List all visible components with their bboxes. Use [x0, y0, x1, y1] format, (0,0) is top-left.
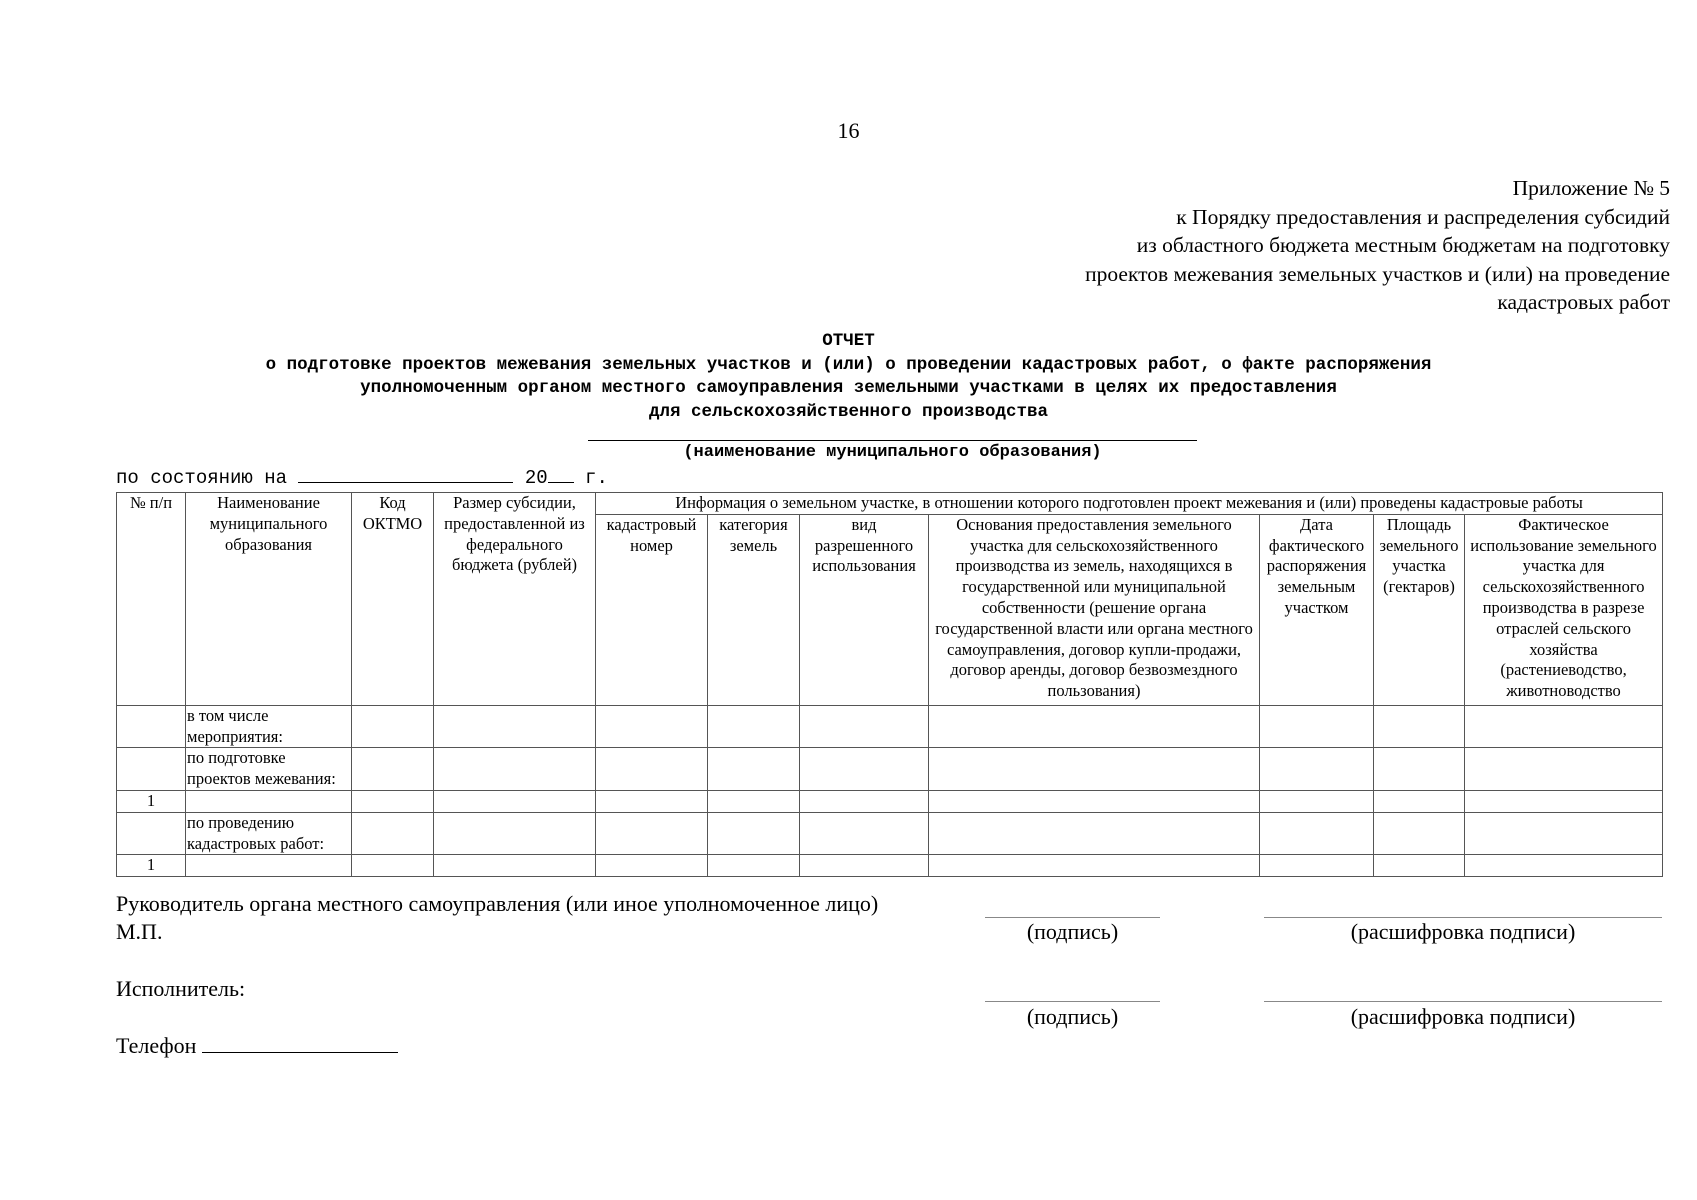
head-signature-line[interactable]	[985, 917, 1160, 918]
table-cell[interactable]	[434, 812, 596, 855]
table-row	[117, 790, 1663, 812]
appendix-line: из областного бюджета местным бюджетам на подготовку	[1136, 233, 1670, 257]
table-cell[interactable]	[1465, 855, 1663, 877]
report-table	[116, 492, 1663, 877]
table-cell[interactable]	[1465, 812, 1663, 855]
header-land-info-group: Информация о земельном участке, в отношении которого подготовлен проект межевания и (или) проведены кадастровые работы	[596, 493, 1663, 515]
table-cell[interactable]	[596, 790, 708, 812]
table-cell[interactable]	[708, 855, 800, 877]
table-cell[interactable]	[596, 705, 708, 748]
municipality-fill-line[interactable]	[588, 440, 1197, 441]
table-cell[interactable]	[596, 812, 708, 855]
header-actual-use: Фактическое использование земельного участка для сельскохозяйственного производства в разрезе отраслей сельского хозяйства (растениеводство, животноводство	[1465, 514, 1663, 705]
table-cell[interactable]	[708, 748, 800, 791]
table-cell[interactable]	[352, 855, 434, 877]
table-cell[interactable]	[1260, 812, 1374, 855]
header-subsidy: Размер субсидии, предоставленной из федерального бюджета (рублей)	[434, 493, 596, 706]
header-oktmo: Код ОКТМО	[352, 493, 434, 706]
table-cell[interactable]	[929, 855, 1260, 877]
table-cell[interactable]	[1465, 790, 1663, 812]
table-cell[interactable]	[1374, 748, 1465, 791]
table-cell[interactable]	[929, 748, 1260, 791]
table-cell[interactable]	[596, 855, 708, 877]
executor-decoding-line[interactable]	[1264, 1001, 1662, 1002]
table-cell[interactable]	[1374, 855, 1465, 877]
executor-decoding-caption: (расшифровка подписи)	[1350, 1004, 1576, 1029]
table-cell[interactable]	[1374, 705, 1465, 748]
header-grounds: Основания предоставления земельного участка для сельскохозяйственного производства из земель, находящихся в государственной или муниципальной собственности (решение органа государственной власти или органа местного самоуправления, договор купли-продажи, договор аренды, договор безвозмездного пользования)	[929, 514, 1260, 705]
table-cell[interactable]	[929, 705, 1260, 748]
head-signature-caption: (подпись)	[1026, 919, 1119, 944]
row-label: в том числе мероприятия:	[186, 705, 352, 748]
table-cell[interactable]	[1260, 748, 1374, 791]
table-cell[interactable]	[1465, 748, 1663, 791]
row-num: 1	[117, 855, 186, 877]
table-cell[interactable]	[800, 705, 929, 748]
table-row	[117, 705, 1663, 748]
table-cell[interactable]	[352, 748, 434, 791]
header-num: № п/п	[117, 493, 186, 706]
report-heading: ОТЧЕТ	[822, 331, 875, 351]
appendix-block	[1085, 174, 1670, 317]
head-decoding-line[interactable]	[1264, 917, 1662, 918]
table-cell[interactable]	[800, 790, 929, 812]
row-label[interactable]	[186, 855, 352, 877]
table-cell[interactable]	[929, 812, 1260, 855]
table-cell[interactable]	[1374, 812, 1465, 855]
as-of-suffix: г.	[573, 467, 608, 489]
table-cell[interactable]	[434, 748, 596, 791]
appendix-line: к Порядку предоставления и распределения субсидий	[1176, 204, 1670, 229]
head-decoding-caption: (расшифровка подписи)	[1350, 919, 1576, 944]
report-subtitle-line: о подготовке проектов межевания земельных участков и (или) о проведении кадастровых работ, о факте распоряжения	[265, 354, 1432, 375]
row-num	[117, 812, 186, 855]
municipality-caption: (наименование муниципального образования)	[683, 443, 1102, 462]
appendix-line: кадастровых работ	[1497, 290, 1670, 314]
phone-label: Телефон	[116, 1033, 202, 1058]
header-disposal-date: Дата фактического распоряжения земельным участком	[1260, 514, 1374, 705]
table-cell[interactable]	[929, 790, 1260, 812]
report-subtitle-line: для сельскохозяйственного производства	[648, 401, 1049, 422]
as-of-date-line	[116, 466, 608, 489]
table-cell[interactable]	[434, 855, 596, 877]
stamp-label: М.П.	[116, 919, 163, 944]
header-permitted-use: вид разрешенного использования	[800, 514, 929, 705]
report-title	[0, 330, 1697, 424]
page-number: 16	[837, 118, 860, 143]
phone-blank[interactable]	[202, 1032, 398, 1053]
table-cell[interactable]	[434, 705, 596, 748]
appendix-line: Приложение № 5	[1512, 176, 1670, 200]
table-cell[interactable]	[1260, 855, 1374, 877]
table-cell[interactable]	[1260, 705, 1374, 748]
head-signatory-label: Руководитель органа местного самоуправления (или иное уполномоченное лицо)	[116, 891, 879, 916]
table-cell[interactable]	[352, 705, 434, 748]
year-blank[interactable]	[548, 466, 574, 483]
table-cell[interactable]	[352, 812, 434, 855]
table-cell[interactable]	[800, 855, 929, 877]
table-cell[interactable]	[708, 812, 800, 855]
row-label: по подготовке проектов межевания:	[186, 748, 352, 791]
header-land-category: категория земель	[708, 514, 800, 705]
row-label: по проведению кадастровых работ:	[186, 812, 352, 855]
executor-signature-caption: (подпись)	[1026, 1004, 1119, 1029]
header-area: Площадь земельного участка (гектаров)	[1374, 514, 1465, 705]
phone-line	[116, 1032, 398, 1059]
header-municipality: Наименование муниципального образования	[186, 493, 352, 706]
row-label[interactable]	[186, 790, 352, 812]
table-cell[interactable]	[800, 748, 929, 791]
table-cell[interactable]	[800, 812, 929, 855]
table-cell[interactable]	[1260, 790, 1374, 812]
row-num: 1	[117, 790, 186, 812]
table-row	[117, 855, 1663, 877]
table-cell[interactable]	[708, 705, 800, 748]
header-cadastral-number: кадастровый номер	[596, 514, 708, 705]
report-subtitle-line: уполномоченным органом местного самоуправления земельными участками в целях их предоставления	[360, 378, 1337, 398]
table-cell[interactable]	[596, 748, 708, 791]
table-cell[interactable]	[1374, 790, 1465, 812]
row-num	[117, 748, 186, 791]
executor-signature-line[interactable]	[985, 1001, 1160, 1002]
header-row-1	[117, 493, 1663, 515]
table-row	[117, 812, 1663, 855]
as-of-prefix: по состоянию на	[116, 467, 299, 489]
table-cell[interactable]	[708, 790, 800, 812]
executor-label: Исполнитель:	[116, 976, 246, 1001]
row-num	[117, 705, 186, 748]
table-cell[interactable]	[434, 790, 596, 812]
year-prefix: 20	[513, 467, 548, 489]
date-blank[interactable]	[298, 466, 513, 483]
table-cell[interactable]	[352, 790, 434, 812]
appendix-line: проектов межевания земельных участков и (или) на проведение	[1085, 261, 1670, 286]
table-row	[117, 748, 1663, 791]
table-cell[interactable]	[1465, 705, 1663, 748]
